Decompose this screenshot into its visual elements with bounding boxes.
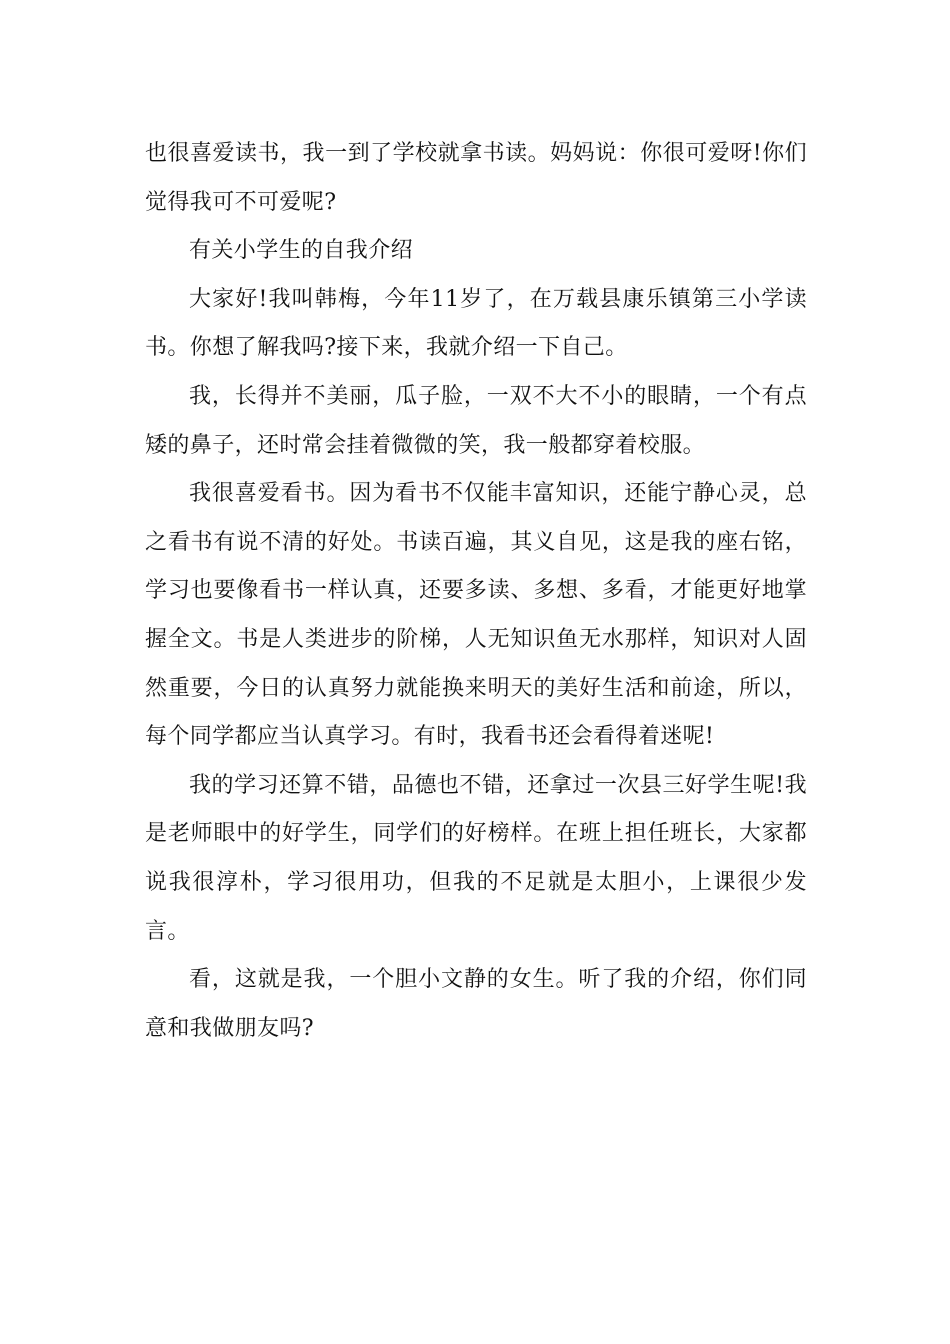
document-body — [145, 130, 807, 1053]
section-title: 有关小学生的自我介绍 — [189, 238, 414, 264]
paragraph-closing: 看，这就是我，一个胆小文静的女生。听了我的介绍，你们同意和我做朋友吗? — [145, 967, 807, 1041]
paragraph-appearance: 我，长得并不美丽，瓜子脸，一双不大不小的眼睛，一个有点矮的鼻子，还时常会挂着微微的笑，我一般都穿着校服。 — [145, 383, 807, 458]
paragraph-reading: 我很喜爱看书。因为看书不仅能丰富知识，还能宁静心灵，总之看书有说不清的好处。书读百遍，其义自见，这是我的座右铭，学习也要像看书一样认真，还要多读、多想、多看，才能更好地掌握全文。书是人类进步的阶梯，人无知识鱼无水那样，知识对人固然重要，今日的认真努力就能换来明天的美好生活和前途，所以，每个同学都应当认真学习。有时，我看书还会看得着迷呢! — [145, 481, 807, 750]
paragraph-continuation: 也很喜爱读书，我一到了学校就拿书读。妈妈说：你很可爱呀!你们觉得我可不可爱呢? — [145, 141, 807, 215]
paragraph-study: 我的学习还算不错，品德也不错，还拿过一次县三好学生呢!我是老师眼中的好学生，同学们的好榜样。在班上担任班长，大家都说我很淳朴，学习很用功，但我的不足就是太胆小，上课很少发言。 — [145, 772, 807, 944]
paragraph-greeting: 大家好!我叫韩梅，今年11岁了，在万载县康乐镇第三小学读书。你想了解我吗?接下来，我就介绍一下自己。 — [145, 286, 807, 361]
